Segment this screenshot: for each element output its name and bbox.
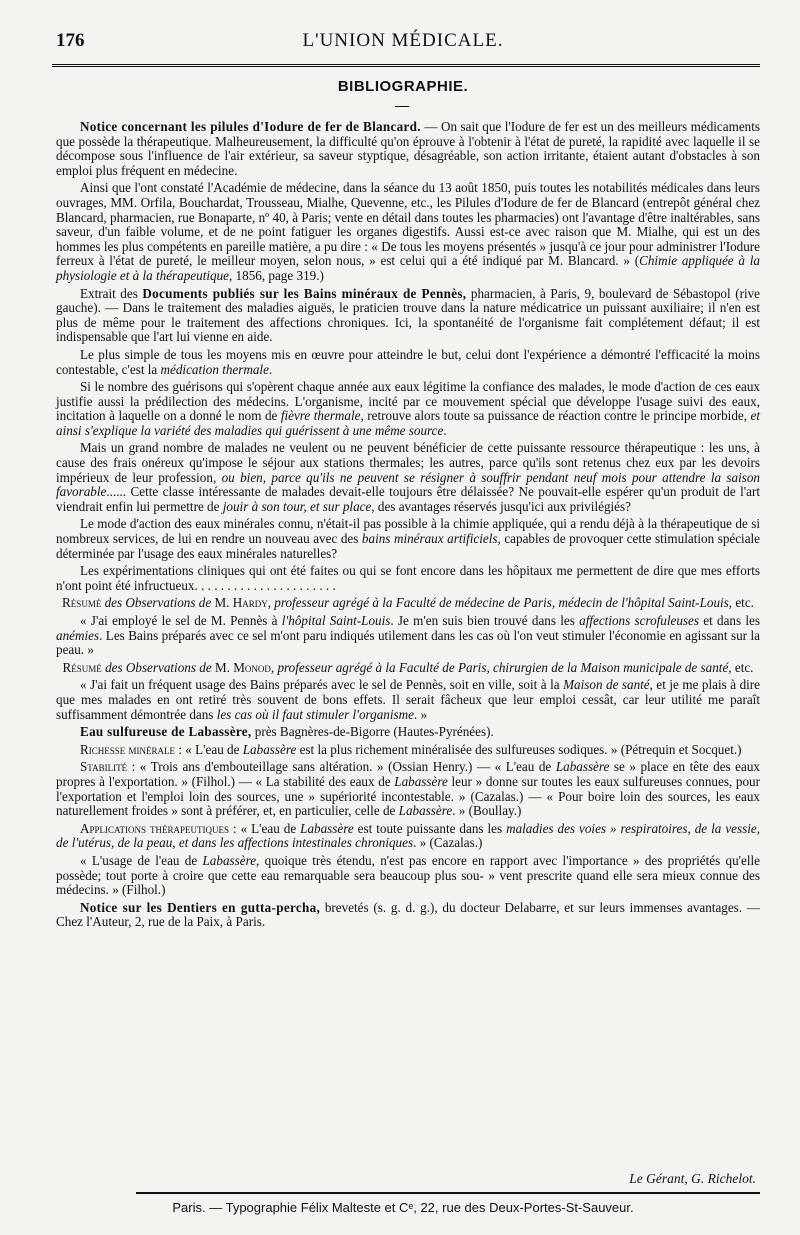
labassere-usage: « L'usage de l'eau de Labassère, quoique très étendu, n'est pas encore en rapport avec l'importance » des propriétés qu'elle possède; tout porte à croire que cette eau remarquable sera beaucoup plus sou- » vent prescrite quand elle sera mieux connue des médecins. » (Filhol.) bbox=[56, 852, 760, 898]
page-number: 176 bbox=[56, 30, 85, 51]
notice-heading: Notice concernant les pilules d'Iodure de fer de Blancard. bbox=[80, 119, 421, 134]
paragraph-pennes: Extrait des Documents publiés sur les Bains minéraux de Pennès, pharmacien, à Paris, 9, boulevard de Sébastopol (rive gauche). — Dans le traitement des maladies aiguës, le praticien trouve dans la nature médicatrice un puissant auxiliaire; il n'en est plus de même pour le traitement des affections chroniques. Ici, la spontanéité de l'organisme fait complétement défaut; il est indispensable que l'art lui vienne en aide. bbox=[56, 285, 760, 345]
newspaper-page bbox=[46, 22, 760, 1217]
paragraph-iodure: Notice concernant les pilules d'Iodure de fer de Blancard. — On sait que l'Iodure de fer est un des meilleurs médicaments que possède la thérapeutique. Malheureusement, la difficulté qu'on éprouve à l'obtenir à l'état de pureté, la rapidité avec laquelle il se décompose sous l'influence de l'air extérieur, sa saveur styptique, désagréable, son action irritante, étaient autant d'obstacles à son emploi plus fréquent en médecine. bbox=[56, 119, 760, 178]
labassere-heading: Eau sulfureuse de Labassère, près Bagnères-de-Bigorre (Hautes-Pyrénées). bbox=[80, 724, 494, 740]
resume-hardy: Résumé des Observations de M. Hardy, professeur agrégé à la Faculté de médecine de Paris, médecin de l'hôpital Saint-Louis, etc. bbox=[62, 595, 754, 611]
imprint-line: Paris. — Typographie Félix Malteste et Cᵉ, 22, rue des Deux-Portes-St-Sauveur. bbox=[172, 1200, 634, 1215]
paragraph-dentiers: Notice sur les Dentiers en gutta-percha, brevetés (s. g. d. g.), du docteur Delabarre, et sur leurs immenses avantages. — Chez l'Auteur, 2, rue de la Paix, à Paris. bbox=[56, 899, 760, 930]
quote-hardy: « J'ai employé le sel de M. Pennès à l'hôpital Saint-Louis. Je m'en suis bien trouvé dans les affections scrofuleuses et dans les anémies. Les Bains préparés avec ce sel m'ont paru indiqués utilement dans les cas où l'on veut stimuler l'économie en agissant sur la peau. » bbox=[56, 613, 760, 658]
labassere-stabilite: Stabilité : « Trois ans d'embouteillage sans altération. » (Ossian Henry.) — « L'eau de Labassère se » place en tête des eaux propres à l'exportation. » (Filhol.) — « La stabilité des eaux de Labassère leur » donne sur toutes les eaux sulfureuses connues, pour l'exportation et l'emploi loin des sources, une » supériorité incontestable. » (Cazalas.) — « Pour boire loin des sources, les eaux naturellement froides » sont à préférer, et, en particulier, celle de Labassère. » (Boullay.) bbox=[56, 759, 760, 819]
paragraph-malades: Mais un grand nombre de malades ne veulent ou ne peuvent bénéficier de cette puissante ressource thérapeutique : les uns, à cause des frais onéreux qu'impose le séjour aux stations thermales; les autres, parce qu'ils sont retenus chez eux par les devoirs impérieux de leur profession, ou bien, parce qu'ils ne peuvent se résigner à souffrir pendant neuf mois pour attendre la saison favorable...... Cette classe intéressante de malades devait-elle toujours être délaissée? Ne pouvait-elle espérer qu'un produit de l'art viendrait enfin lui permettre de jouir à son tour, et sur place, des avantages réservés jusqu'ici aux privilégiés? bbox=[56, 440, 760, 514]
quote-monod: « J'ai fait un fréquent usage des Bains préparés avec le sel de Pennès, soit en ville, soit à la Maison de santé, et je me plais à dire que mes malades en ont retiré très souvent de bons effets. Il serait fâcheux que leur emploi cessât, car leur utilité me paraît suffisamment démontrée dans les cas où il faut stimuler l'organisme. » bbox=[56, 677, 760, 722]
paragraph-academie: Ainsi que l'ont constaté l'Académie de médecine, dans la séance du 13 août 1850, puis toutes les notabilités médicales dans leurs ouvrages, MM. Orfila, Bouchardat, Trousseau, Mialhe, Quevenne, etc., les Pilules d'Iodure de fer de Blancard (entrepôt général chez Blancard, pharmacien, rue Bonaparte, nº 40, à Paris; vente en détail dans toutes les pharmacies) ont l'avantage d'être inaltérables, sans saveur, d'un faible volume, et de ne point fatiguer les organes digestifs. Aussi est-ce avec raison que M. Mialhe, qui est un des hommes les plus compétents en pareille matière, a pu dire : « De tous les moyens présentés » jusqu'à ce jour pour administrer l'Iodure ferreux à l'état de pureté, le meilleur moyen, selon nous, » est celui qui a été indiqué par M. Blancard. » (Chimie appliquée à la physiologie et à la thérapeutique, 1856, page 319.) bbox=[56, 180, 760, 283]
title-dash bbox=[395, 106, 409, 107]
paragraph-mode-action: Le mode d'action des eaux minérales connu, n'était-il pas possible à la chimie appliquée, qui a rendu déjà à la thérapeutique de si nombreux services, de lui en rendre un nouveau avec des bains minéraux artificiels, capables de provoquer cette stimulation spéciale déterminée par l'usage des eaux minérales naturelles? bbox=[56, 516, 761, 561]
page-header bbox=[46, 22, 760, 56]
signature: Le Gérant, G. Richelot. bbox=[629, 1171, 756, 1186]
labassere-applications: Applications thérapeutiques : « L'eau de Labassère est toute puissante dans les maladies des voies » respiratoires, de la vessie, de l'utérus, de la peau, et dans les affections intestinales chroniques. » (Cazalas.) bbox=[56, 820, 760, 851]
section-title: BIBLIOGRAPHIE. bbox=[337, 78, 469, 95]
running-title: L'UNION MÉDICALE. bbox=[302, 30, 504, 51]
resume-monod: Résumé des Observations de M. Monod, professeur agrégé à la Faculté de Paris, chirurgien de la Maison municipale de santé, etc. bbox=[62, 659, 754, 675]
footer-rule bbox=[136, 1192, 760, 1194]
article-body bbox=[56, 120, 760, 933]
paragraph-guerisons: Si le nombre des guérisons qui s'opèrent chaque année aux eaux légitime la confiance des malades, le mode d'action de ces eaux justifie aussi la prédilection des médecins. L'organisme, incité par ce mouvement spécial que développe l'usage suivi des eaux, incitation à laquelle on a donné le nom de fièvre thermale, retrouve alors toute sa puissance de réaction contre le principe morbide, et ainsi s'explique la variété des maladies qui guérissent à une même source. bbox=[56, 379, 760, 438]
paragraph-experimentations: Les expérimentations cliniques qui ont été faites ou qui se font encore dans les hôpitaux me permettent de dire que mes efforts n'ont point été infructueux. . . . . . . . . . . . . . . . . . . . . . bbox=[56, 563, 760, 593]
documents-heading: Documents publiés sur les Bains minéraux de Pennès, bbox=[142, 285, 467, 301]
header-rule bbox=[52, 64, 760, 67]
labassere-richesse: Richesse minérale : « L'eau de Labassère est la plus richement minéralisée des sulfureuses sodiques. » (Pétrequin et Socquet.) bbox=[80, 741, 742, 757]
paragraph-medication: Le plus simple de tous les moyens mis en œuvre pour atteindre le but, celui dont l'expérience a démontré l'efficacité la moins contestable, c'est la médication thermale. bbox=[56, 346, 760, 377]
